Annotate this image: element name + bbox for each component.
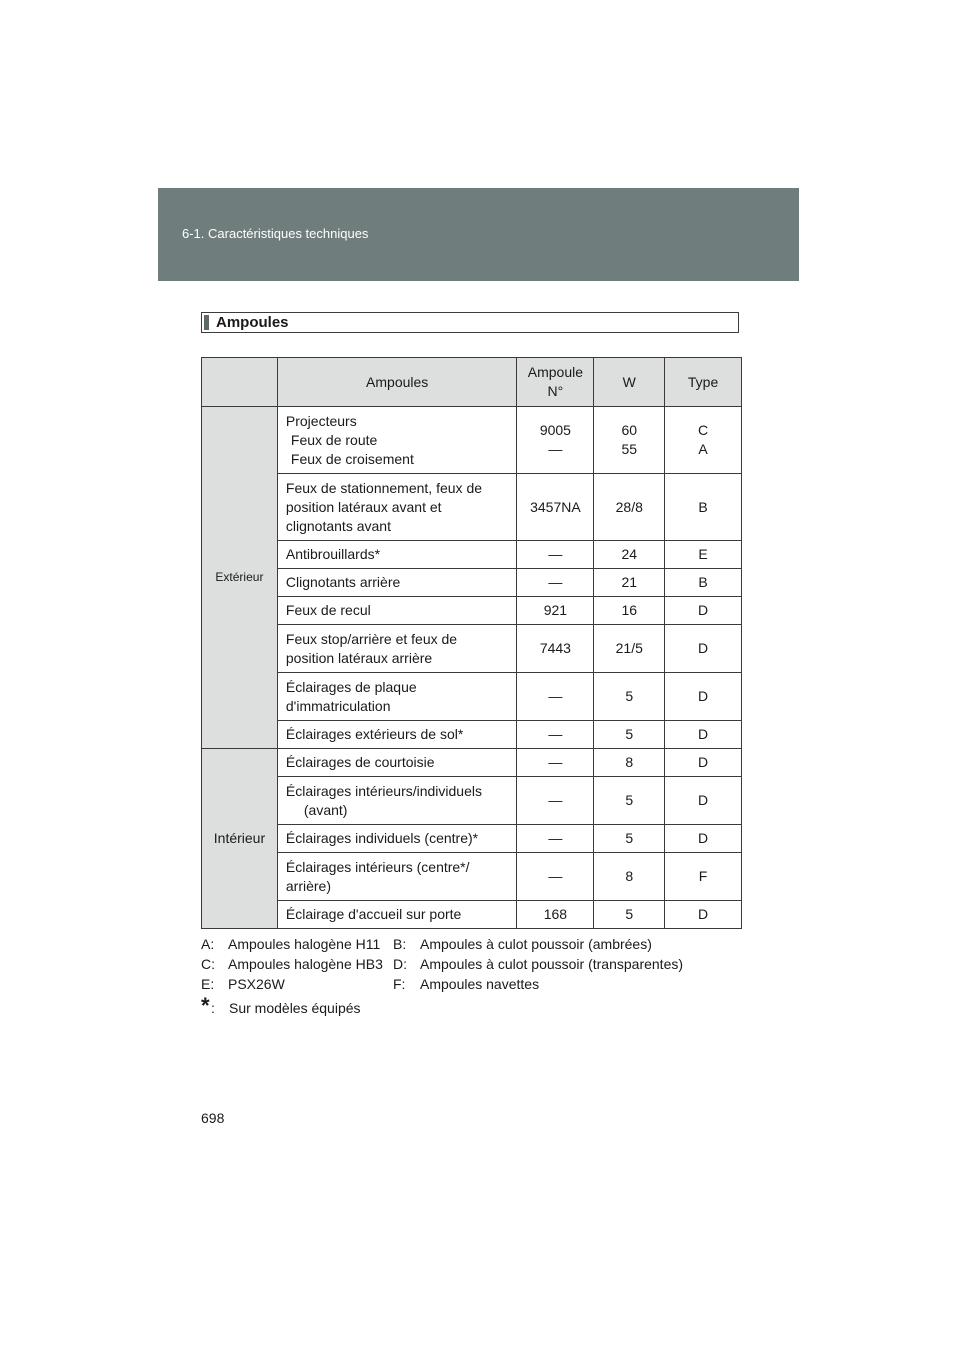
desc-line: position latéraux arrière [285, 649, 433, 666]
footnote-text: Sur modèles équipés [229, 1000, 361, 1016]
legend-code: C: [201, 956, 215, 972]
bulb-type: F [665, 853, 742, 901]
bulb-watt: 5 [594, 721, 665, 749]
header-watt: W [594, 358, 665, 407]
table-header-row [202, 358, 742, 407]
bulb-number: — [517, 541, 594, 569]
bulb-watt [594, 407, 665, 474]
legend-text: PSX26W [228, 976, 285, 992]
table-row [202, 569, 742, 597]
bulb-description [277, 474, 517, 541]
bulb-watt: 5 [594, 901, 665, 929]
desc-line: (avant) [303, 801, 348, 818]
chapter-title: 6-1. Caractéristiques techniques [182, 226, 369, 241]
legend-code: A: [201, 936, 215, 952]
bulb-description [277, 625, 517, 673]
header-blank [202, 358, 278, 407]
bulb-description [277, 777, 517, 825]
value: A [698, 441, 708, 457]
desc-line: Feux de route [290, 431, 378, 448]
bulb-number: — [517, 721, 594, 749]
bulb-type: D [665, 597, 742, 625]
bulb-description [277, 673, 517, 721]
bulb-watt: 16 [594, 597, 665, 625]
legend-row [201, 954, 761, 974]
desc-line: Feux stop/arrière et feux de [285, 630, 458, 647]
bulb-watt: 21 [594, 569, 665, 597]
desc-line: Éclairages de plaque [285, 678, 417, 695]
bulb-type: D [665, 625, 742, 673]
table-row [202, 474, 742, 541]
bulb-description: Éclairages de courtoisie [277, 749, 517, 777]
bulb-type: D [665, 721, 742, 749]
footnote-star: * [201, 993, 210, 1018]
legend-code: D: [393, 956, 407, 972]
value: — [548, 441, 563, 457]
legend-code: E: [201, 976, 215, 992]
header-bulb-number-line1: Ampoule [527, 364, 584, 380]
bulb-number: 921 [517, 597, 594, 625]
bulb-specifications-table [201, 357, 742, 929]
bulb-description: Feux de recul [277, 597, 517, 625]
desc-line: Feux de stationnement, feux de [285, 479, 483, 496]
desc-line: clignotants avant [285, 517, 391, 534]
desc-line: Éclairages intérieurs/individuels [285, 782, 482, 799]
chapter-header [158, 188, 799, 281]
desc-line: position latéraux avant et [285, 498, 442, 515]
desc-line: Feux de croisement [290, 450, 414, 467]
bulb-watt: 24 [594, 541, 665, 569]
group-interior: Intérieur [202, 749, 278, 929]
bulb-watt: 5 [594, 825, 665, 853]
header-bulb-number-line2: N° [547, 383, 564, 399]
value: 60 [621, 422, 638, 438]
legend-text: Ampoules à culot poussoir (ambrées) [420, 936, 652, 952]
bulb-description: Éclairage d'accueil sur porte [277, 901, 517, 929]
legend-text: Ampoules à culot poussoir (transparentes) [420, 956, 684, 972]
table-row [202, 853, 742, 901]
footnote-colon: : [211, 1000, 215, 1016]
bulb-type: D [665, 777, 742, 825]
table-row [202, 597, 742, 625]
bulb-type: E [665, 541, 742, 569]
bulb-number: — [517, 749, 594, 777]
bulb-description: Clignotants arrière [277, 569, 517, 597]
bulb-watt: 28/8 [594, 474, 665, 541]
table-row [202, 721, 742, 749]
value: 55 [621, 441, 638, 457]
header-type: Type [665, 358, 742, 407]
bulb-description: Éclairages individuels (centre)* [277, 825, 517, 853]
desc-line: Projecteurs [285, 412, 357, 429]
table-row [202, 407, 742, 474]
bulb-type: B [665, 569, 742, 597]
table-row [202, 825, 742, 853]
legend-code: B: [393, 936, 407, 952]
table-row [202, 901, 742, 929]
bulb-number: 3457NA [517, 474, 594, 541]
page-number: 698 [201, 1110, 225, 1126]
bulb-type [665, 407, 742, 474]
bulb-type: D [665, 825, 742, 853]
bulb-watt: 8 [594, 749, 665, 777]
bulb-watt: 21/5 [594, 625, 665, 673]
heading-marker [204, 315, 209, 330]
value: 9005 [539, 422, 571, 438]
bulb-description [277, 853, 517, 901]
header-bulb-number [517, 358, 594, 407]
bulb-number: — [517, 673, 594, 721]
table-row [202, 777, 742, 825]
group-exterior: Extérieur [202, 407, 278, 749]
header-bulbs: Ampoules [277, 358, 517, 407]
bulb-type: B [665, 474, 742, 541]
bulb-description [277, 407, 517, 474]
table-row [202, 749, 742, 777]
section-heading-text: Ampoules [216, 314, 289, 331]
bulb-type: D [665, 673, 742, 721]
bulb-description: Éclairages extérieurs de sol* [277, 721, 517, 749]
type-legend [201, 934, 761, 994]
footnote [201, 993, 361, 1020]
value: C [698, 422, 709, 438]
bulb-number: — [517, 853, 594, 901]
desc-line: d'immatriculation [285, 697, 391, 714]
bulb-number: 7443 [517, 625, 594, 673]
legend-text: Ampoules navettes [420, 976, 540, 992]
table-row [202, 541, 742, 569]
bulb-watt: 5 [594, 777, 665, 825]
bulb-watt: 8 [594, 853, 665, 901]
bulb-type: D [665, 901, 742, 929]
bulb-watt: 5 [594, 673, 665, 721]
section-heading [201, 312, 739, 333]
desc-line: arrière) [285, 877, 332, 894]
legend-text: Ampoules halogène HB3 [228, 956, 383, 972]
legend-row [201, 934, 761, 954]
bulb-number: — [517, 777, 594, 825]
bulb-type: D [665, 749, 742, 777]
table-row [202, 673, 742, 721]
bulb-number: 168 [517, 901, 594, 929]
table-row [202, 625, 742, 673]
legend-row [201, 974, 761, 994]
bulb-description: Antibrouillards* [277, 541, 517, 569]
bulb-number: — [517, 825, 594, 853]
bulb-number [517, 407, 594, 474]
legend-code: F: [393, 976, 406, 992]
bulb-number: — [517, 569, 594, 597]
desc-line: Éclairages intérieurs (centre*/ [285, 858, 470, 875]
legend-text: Ampoules halogène H11 [228, 936, 381, 952]
